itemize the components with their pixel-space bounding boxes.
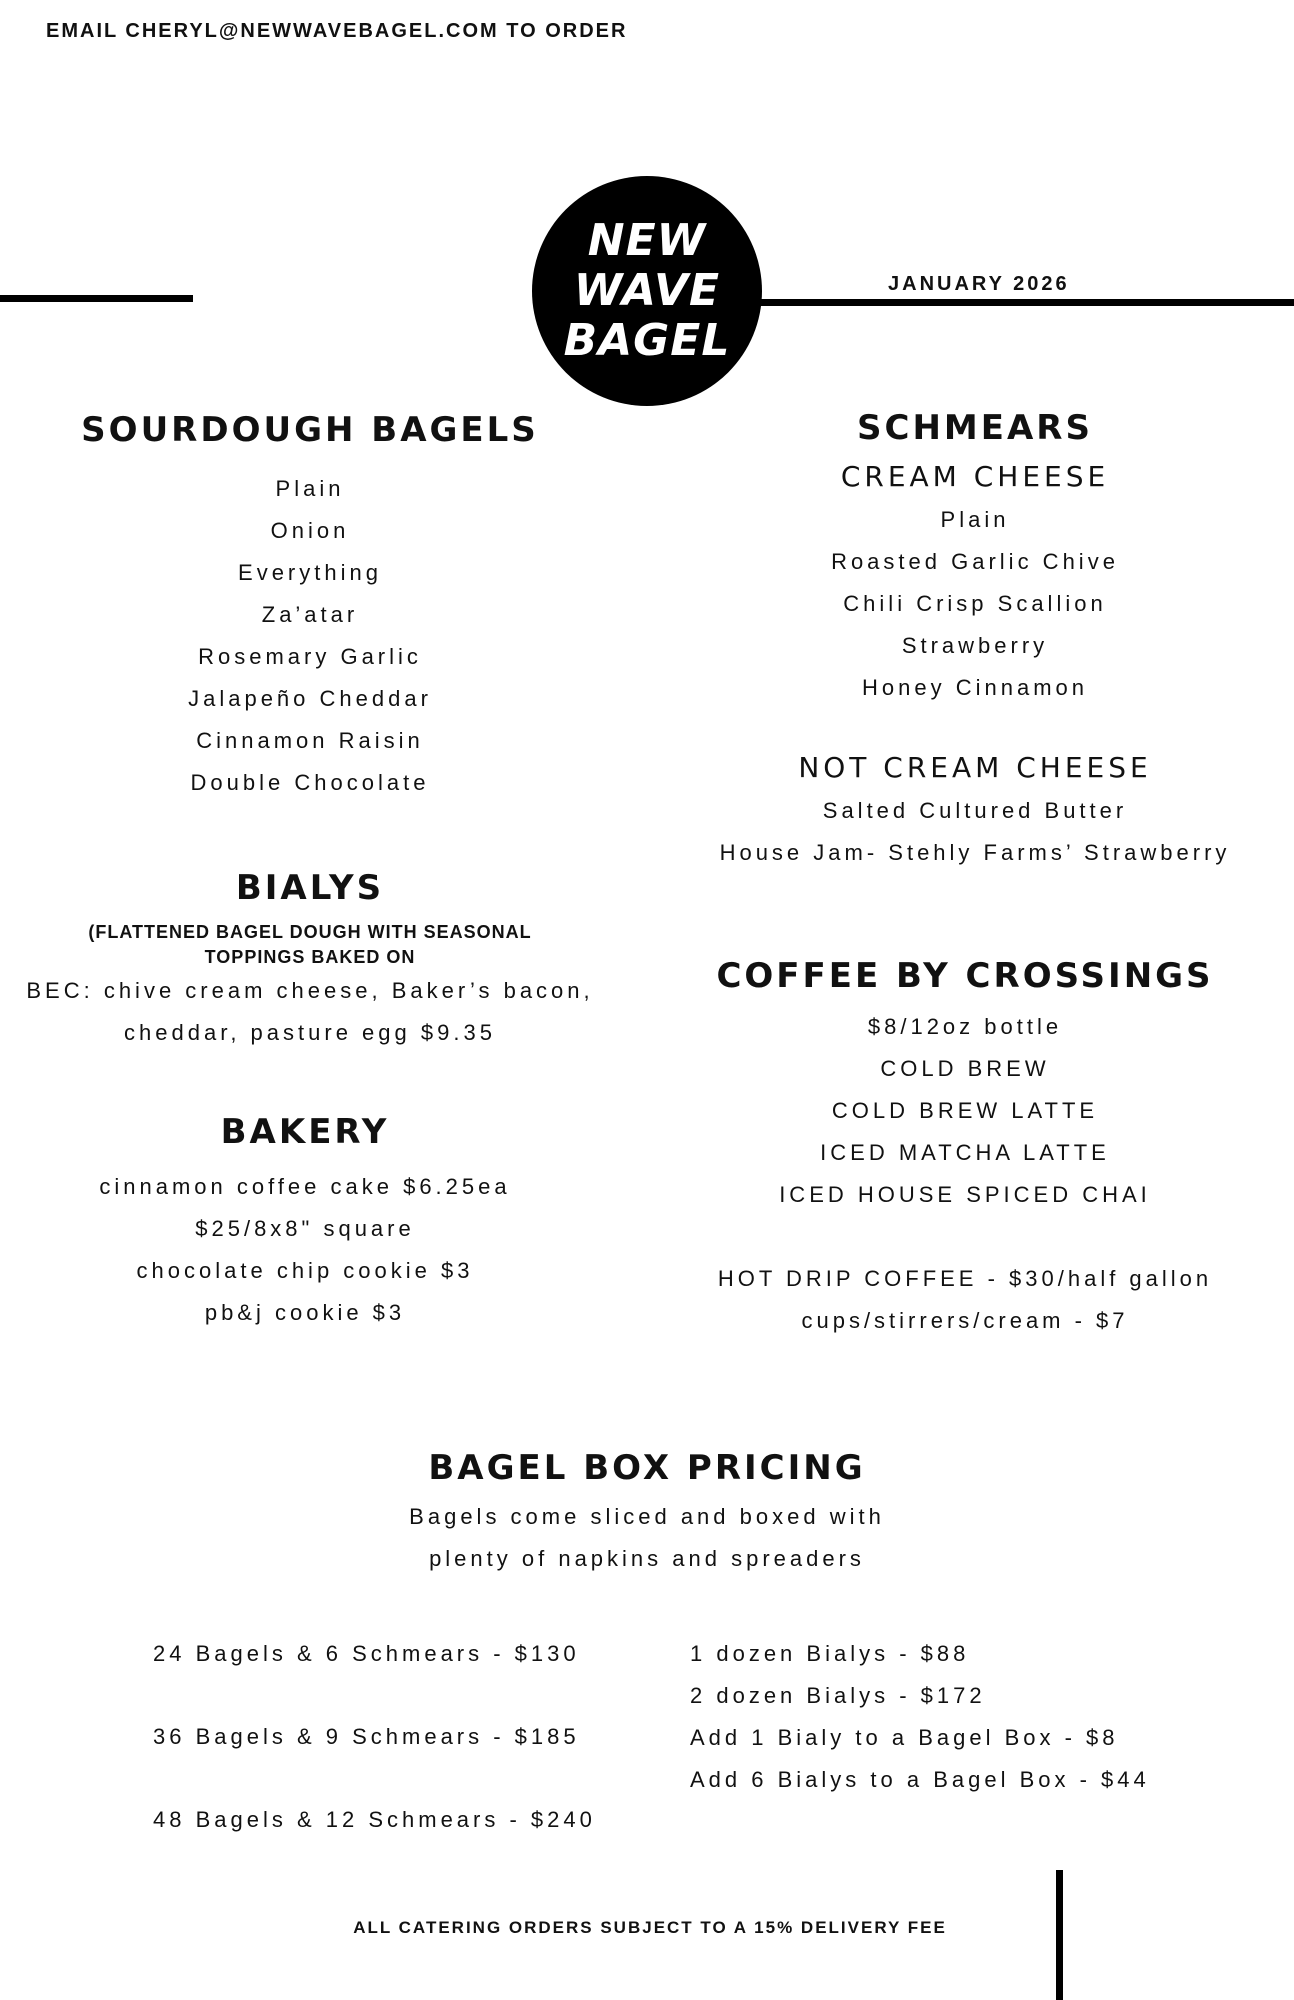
section-title: COFFEE BY CROSSINGS bbox=[716, 956, 1214, 996]
subsection-title: CREAM CHEESE bbox=[840, 460, 1110, 493]
list-item: ICED MATCHA LATTE bbox=[820, 1140, 1110, 1165]
list-item: BEC: chive cream cheese, Baker’s bacon, bbox=[26, 978, 594, 1003]
list-item: Jalapeño Cheddar bbox=[188, 686, 432, 711]
box-pricing-subtitle: plenty of napkins and spreaders bbox=[429, 1546, 865, 1571]
section-title: BAGEL BOX PRICING bbox=[428, 1448, 866, 1488]
list-item: 36 Bagels & 9 Schmears - $185 bbox=[153, 1724, 580, 1749]
list-item: Add 6 Bialys to a Bagel Box - $44 bbox=[690, 1767, 1150, 1792]
list-item: cinnamon coffee cake $6.25ea bbox=[99, 1174, 511, 1199]
menu-date: JANUARY 2026 bbox=[888, 273, 1070, 295]
bialys-section bbox=[20, 868, 600, 1054]
list-item: chocolate chip cookie $3 bbox=[136, 1258, 474, 1283]
sourdough-section bbox=[30, 410, 590, 804]
list-item: Plain bbox=[940, 507, 1010, 532]
right-divider bbox=[760, 299, 1294, 306]
list-item: 48 Bagels & 12 Schmears - $240 bbox=[153, 1807, 596, 1832]
list-item: Double Chocolate bbox=[190, 770, 430, 795]
logo bbox=[532, 176, 762, 406]
list-item: Strawberry bbox=[901, 633, 1049, 658]
list-item: COLD BREW LATTE bbox=[831, 1098, 1099, 1123]
bialys-note: (FLATTENED BAGEL DOUGH WITH SEASONAL bbox=[88, 922, 532, 942]
footer-vertical-divider bbox=[1056, 1870, 1063, 2000]
list-item: Roasted Garlic Chive bbox=[831, 549, 1119, 574]
logo-line: NEW bbox=[587, 215, 707, 266]
section-title: BIALYS bbox=[235, 868, 385, 908]
box-pricing-right bbox=[690, 1633, 1250, 1801]
list-item: Chili Crisp Scallion bbox=[843, 591, 1107, 616]
list-item: Add 1 Bialy to a Bagel Box - $8 bbox=[690, 1725, 1119, 1750]
section-title: SOURDOUGH BAGELS bbox=[81, 410, 539, 450]
list-item: Onion bbox=[270, 518, 350, 543]
list-item: Plain bbox=[275, 476, 345, 501]
list-item: $8/12oz bottle bbox=[867, 1014, 1063, 1039]
section-title: BAKERY bbox=[220, 1112, 390, 1152]
left-divider bbox=[0, 295, 193, 302]
list-item: Salted Cultured Butter bbox=[822, 798, 1128, 823]
delivery-fee-note: ALL CATERING ORDERS SUBJECT TO A 15% DELIVERY FEE bbox=[353, 1918, 947, 1937]
list-item: HOT DRIP COFFEE - $30/half gallon bbox=[717, 1266, 1213, 1291]
list-item: COLD BREW bbox=[880, 1056, 1050, 1081]
list-item: pb&j cookie $3 bbox=[204, 1300, 406, 1325]
logo-line: WAVE bbox=[573, 265, 721, 316]
box-pricing-left bbox=[153, 1633, 673, 1841]
list-item: 2 dozen Bialys - $172 bbox=[690, 1683, 986, 1708]
section-title: SCHMEARS bbox=[857, 408, 1093, 448]
order-email-line: EMAIL CHERYL@NEWWAVEBAGEL.COM TO ORDER bbox=[46, 20, 628, 42]
box-pricing-header bbox=[297, 1448, 997, 1580]
subsection-title: NOT CREAM CHEESE bbox=[798, 751, 1152, 784]
list-item: Honey Cinnamon bbox=[862, 675, 1088, 700]
list-item: 24 Bagels & 6 Schmears - $130 bbox=[153, 1641, 580, 1666]
list-item: House Jam- Stehly Farms’ Strawberry bbox=[719, 840, 1231, 865]
list-item: cups/stirrers/cream - $7 bbox=[801, 1308, 1129, 1333]
list-item: 1 dozen Bialys - $88 bbox=[690, 1641, 970, 1666]
bakery-section bbox=[20, 1112, 590, 1334]
logo-line: BAGEL bbox=[563, 315, 731, 366]
list-item: Za’atar bbox=[261, 602, 359, 627]
list-item: Rosemary Garlic bbox=[198, 644, 422, 669]
box-pricing-subtitle: Bagels come sliced and boxed with bbox=[409, 1504, 885, 1529]
schmears-section bbox=[700, 408, 1250, 874]
list-item: Everything bbox=[238, 560, 382, 585]
list-item: ICED HOUSE SPICED CHAI bbox=[779, 1182, 1151, 1207]
list-item: cheddar, pasture egg $9.35 bbox=[124, 1020, 496, 1045]
list-item: Cinnamon Raisin bbox=[196, 728, 424, 753]
coffee-section bbox=[700, 956, 1230, 1342]
bialys-note: TOPPINGS BAKED ON bbox=[204, 947, 416, 967]
list-item: $25/8x8" square bbox=[195, 1216, 415, 1241]
